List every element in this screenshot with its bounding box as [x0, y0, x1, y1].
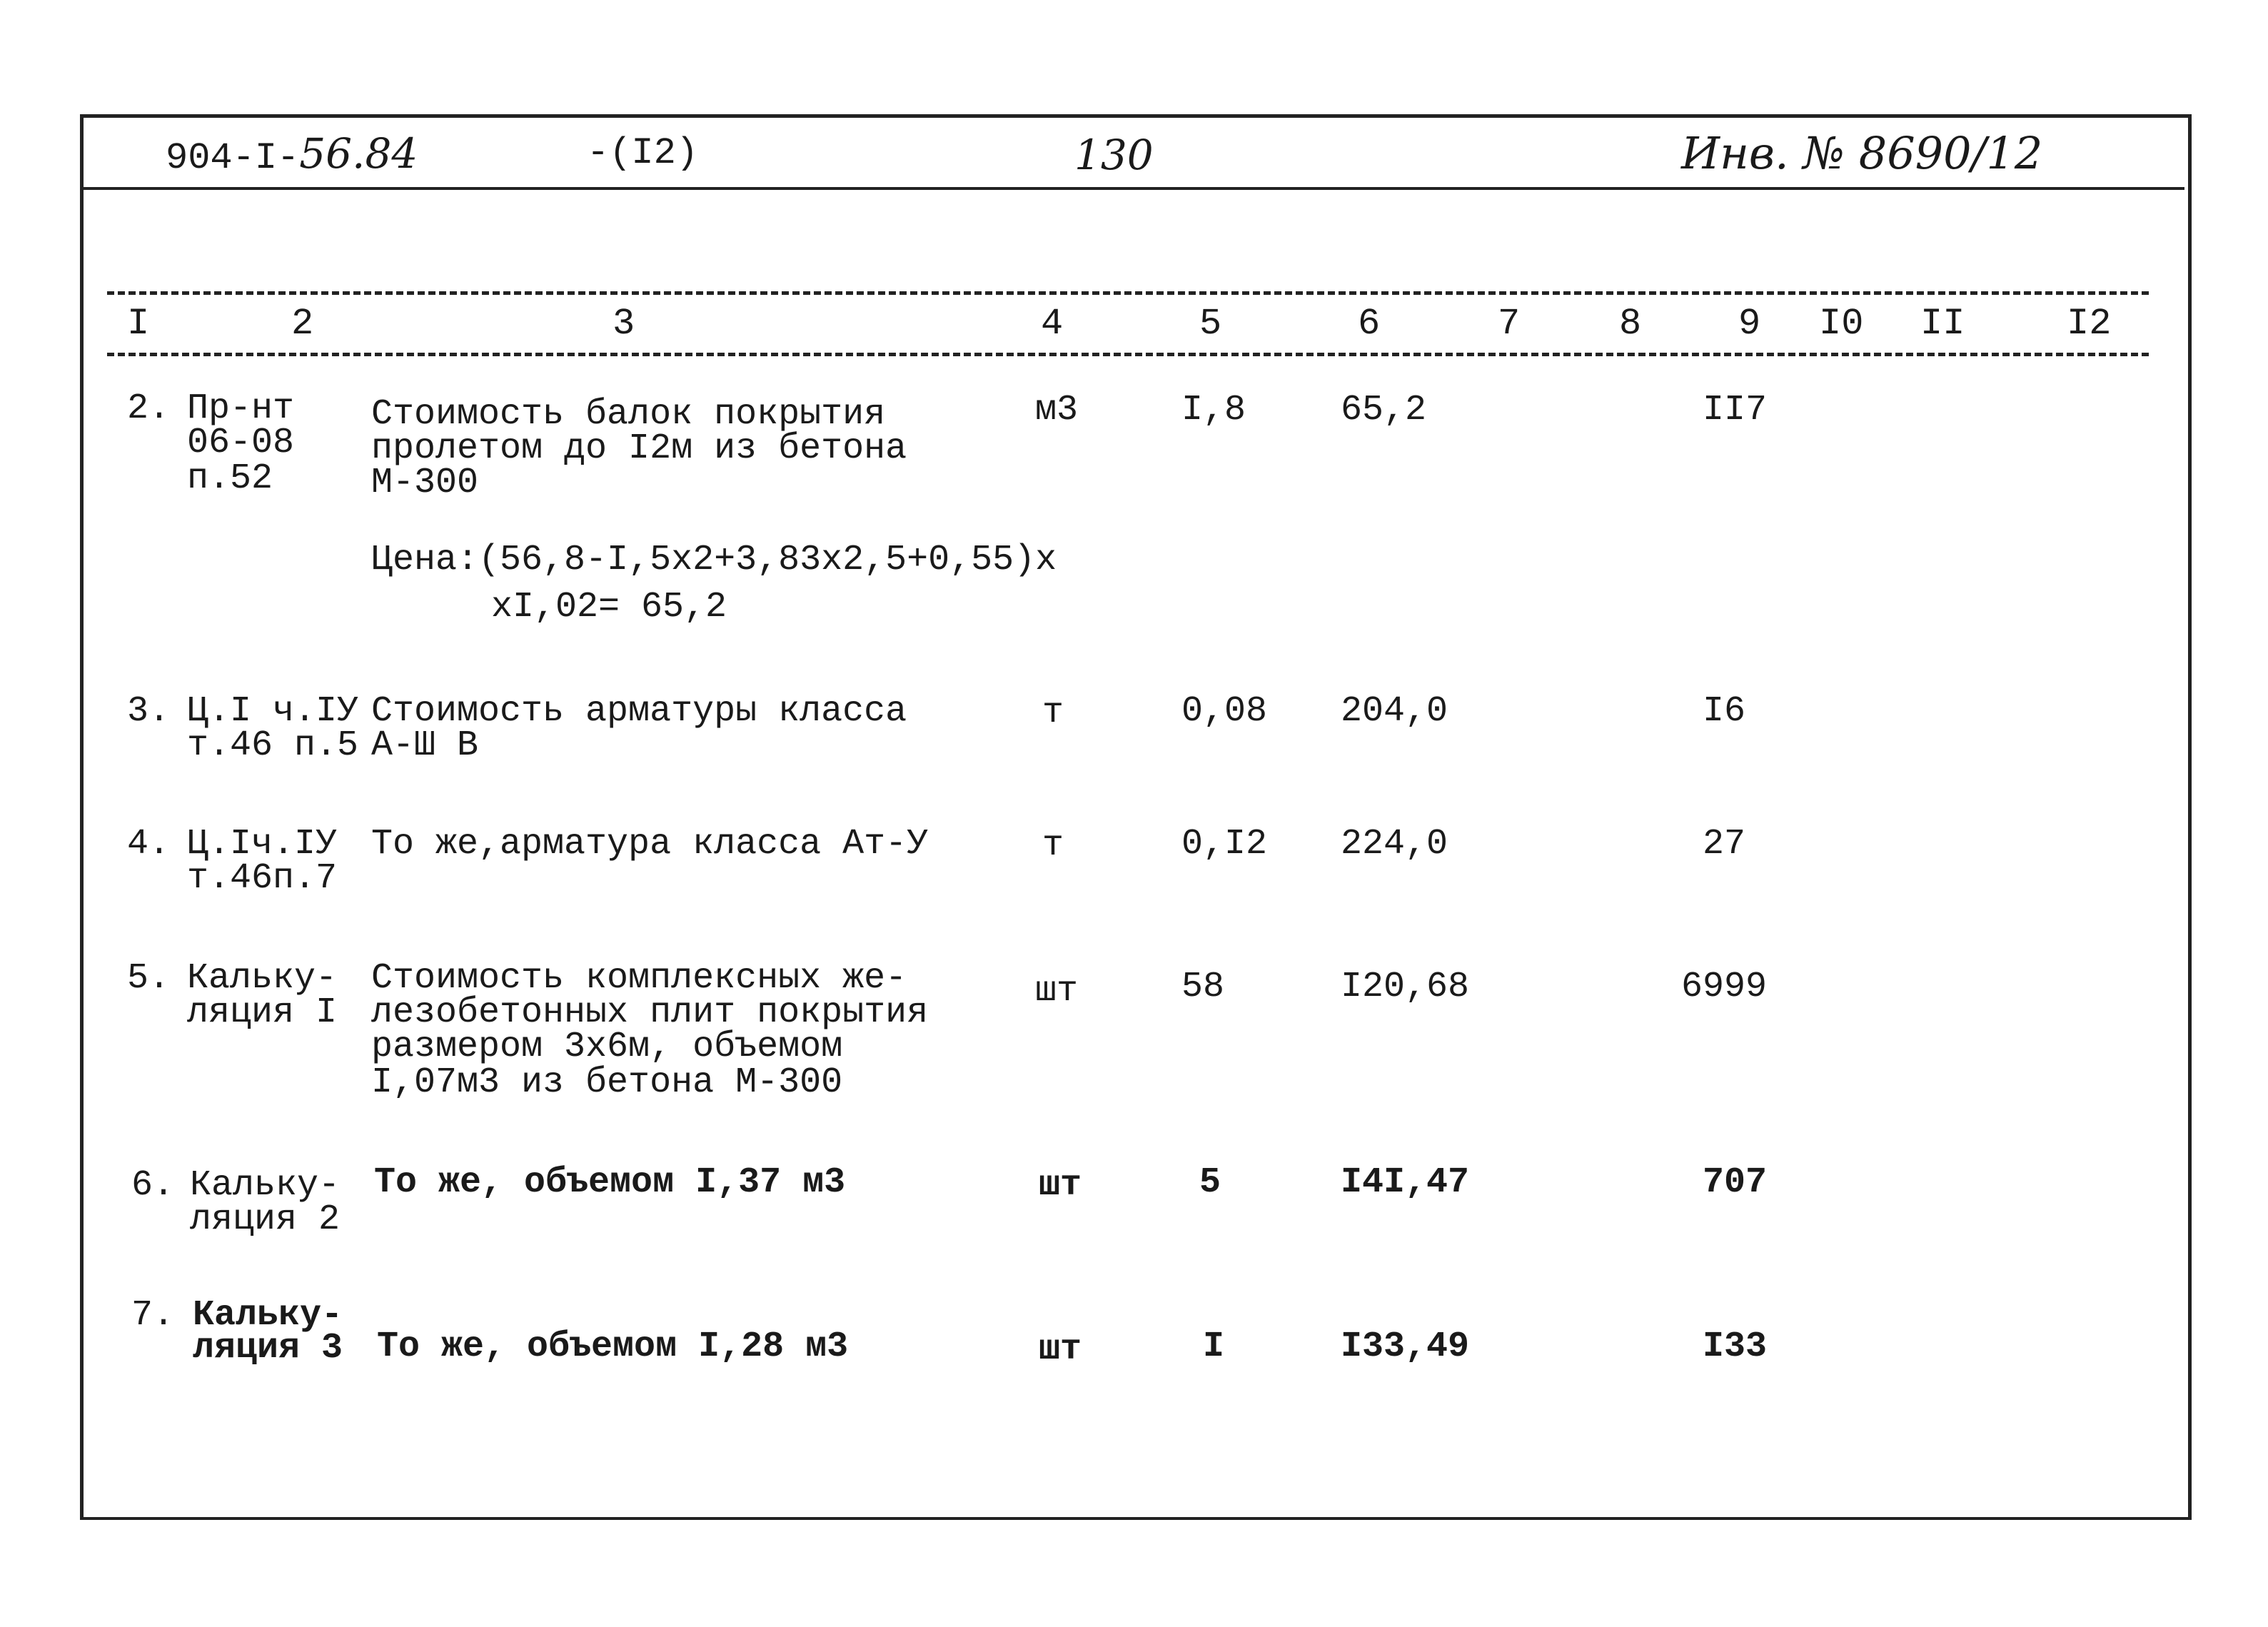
col-header: 9 — [1738, 303, 1761, 345]
basis-line: ляция 2 — [190, 1199, 341, 1240]
price-cell: 204,0 — [1341, 691, 1448, 732]
doc-code-handwritten: 56.84 — [299, 129, 418, 178]
total-cell: 27 — [1703, 824, 1746, 865]
sheet-suffix: -(I2) — [587, 132, 699, 174]
basis-line: Ц.Iч.IУ — [187, 824, 338, 865]
description-line: Стоимость балок покрытия — [371, 394, 886, 435]
basis-line: 06-08 — [187, 423, 295, 463]
total-cell: 707 — [1703, 1162, 1768, 1203]
basis-line: п.52 — [187, 458, 273, 499]
col-header: 8 — [1619, 303, 1642, 345]
col-header: 3 — [613, 303, 635, 345]
total-cell: 6999 — [1681, 967, 1768, 1007]
unit-cell: шт — [1039, 1165, 1082, 1206]
description-line: размером 3x6м, объемом — [371, 1027, 843, 1067]
dashed-rule-bottom — [107, 353, 2149, 356]
description-line: пролетом до I2м из бетона — [371, 428, 907, 469]
quantity-cell: 0,I2 — [1181, 824, 1268, 865]
description-line: Стоимость арматуры класса — [371, 691, 907, 732]
price-formula-line: xI,02= 65,2 — [491, 587, 727, 628]
basis-line: Ц.I ч.IУ — [187, 691, 359, 732]
dashed-rule-top — [107, 291, 2149, 295]
description-line: I,07м3 из бетона М-300 — [371, 1062, 843, 1103]
total-cell: I6 — [1703, 691, 1746, 732]
description-line: М-300 — [371, 463, 479, 503]
row-number: 2. — [127, 388, 171, 429]
basis-line: т.46 п.5 — [187, 725, 359, 766]
row-number: 5. — [127, 958, 171, 999]
price-cell: 65,2 — [1341, 390, 1427, 430]
description-line: То же, объемом I,37 м3 — [374, 1162, 846, 1203]
total-cell: II7 — [1703, 390, 1768, 430]
basis-line: ляция 3 — [193, 1328, 343, 1369]
basis-line: т.46п.7 — [187, 858, 338, 899]
basis-line: Пр-нт — [187, 388, 295, 429]
unit-cell: т — [1042, 692, 1064, 733]
col-header: 4 — [1041, 303, 1064, 345]
header-rule — [84, 187, 2184, 190]
inventory-number: Инв. № 8690/12 — [1681, 127, 2043, 179]
col-header: I2 — [2067, 303, 2112, 345]
col-header: I — [127, 303, 150, 345]
col-header: 6 — [1358, 303, 1381, 345]
page-frame — [80, 114, 2192, 1520]
col-header: 2 — [291, 303, 314, 345]
description-line: А-Ш В — [371, 725, 479, 766]
quantity-cell: 58 — [1181, 967, 1225, 1007]
basis-line: ляция I — [187, 992, 338, 1033]
description-line: То же, объемом I,28 м3 — [377, 1326, 849, 1367]
quantity-cell: I — [1203, 1326, 1225, 1367]
basis-line: Кальку- — [193, 1295, 343, 1336]
row-number: 3. — [127, 691, 171, 732]
col-header: 5 — [1199, 303, 1222, 345]
description-line: лезобетонных плит покрытия — [371, 992, 929, 1033]
price-cell: 224,0 — [1341, 824, 1448, 865]
row-number: 7. — [131, 1295, 175, 1336]
row-number: 6. — [131, 1165, 175, 1206]
doc-code — [166, 129, 418, 179]
total-cell: I33 — [1703, 1326, 1768, 1367]
price-formula-line: Цена:(56,8-I,5x2+3,83x2,5+0,55)x — [371, 540, 1057, 580]
description-line: Стоимость комплексных же- — [371, 958, 907, 999]
unit-cell: т — [1042, 825, 1064, 866]
quantity-cell: I,8 — [1181, 390, 1246, 430]
col-header: 7 — [1498, 303, 1521, 345]
page-number: 130 — [1074, 131, 1154, 179]
description-line: То же,арматура класса Ат-У — [371, 824, 929, 865]
unit-cell: шт — [1039, 1329, 1082, 1370]
col-header: II — [1920, 303, 1965, 345]
doc-code-printed: 904-I- — [166, 137, 300, 179]
price-cell: I20,68 — [1341, 967, 1470, 1007]
quantity-cell: 5 — [1199, 1162, 1221, 1203]
unit-cell: м3 — [1035, 390, 1079, 430]
quantity-cell: 0,08 — [1181, 691, 1268, 732]
col-header: I0 — [1819, 303, 1864, 345]
basis-line: Кальку- — [187, 958, 338, 999]
price-cell: I33,49 — [1341, 1326, 1470, 1367]
row-number: 4. — [127, 824, 171, 865]
basis-line: Кальку- — [190, 1165, 341, 1206]
unit-cell: шт — [1035, 971, 1079, 1012]
price-cell: I4I,47 — [1341, 1162, 1470, 1203]
